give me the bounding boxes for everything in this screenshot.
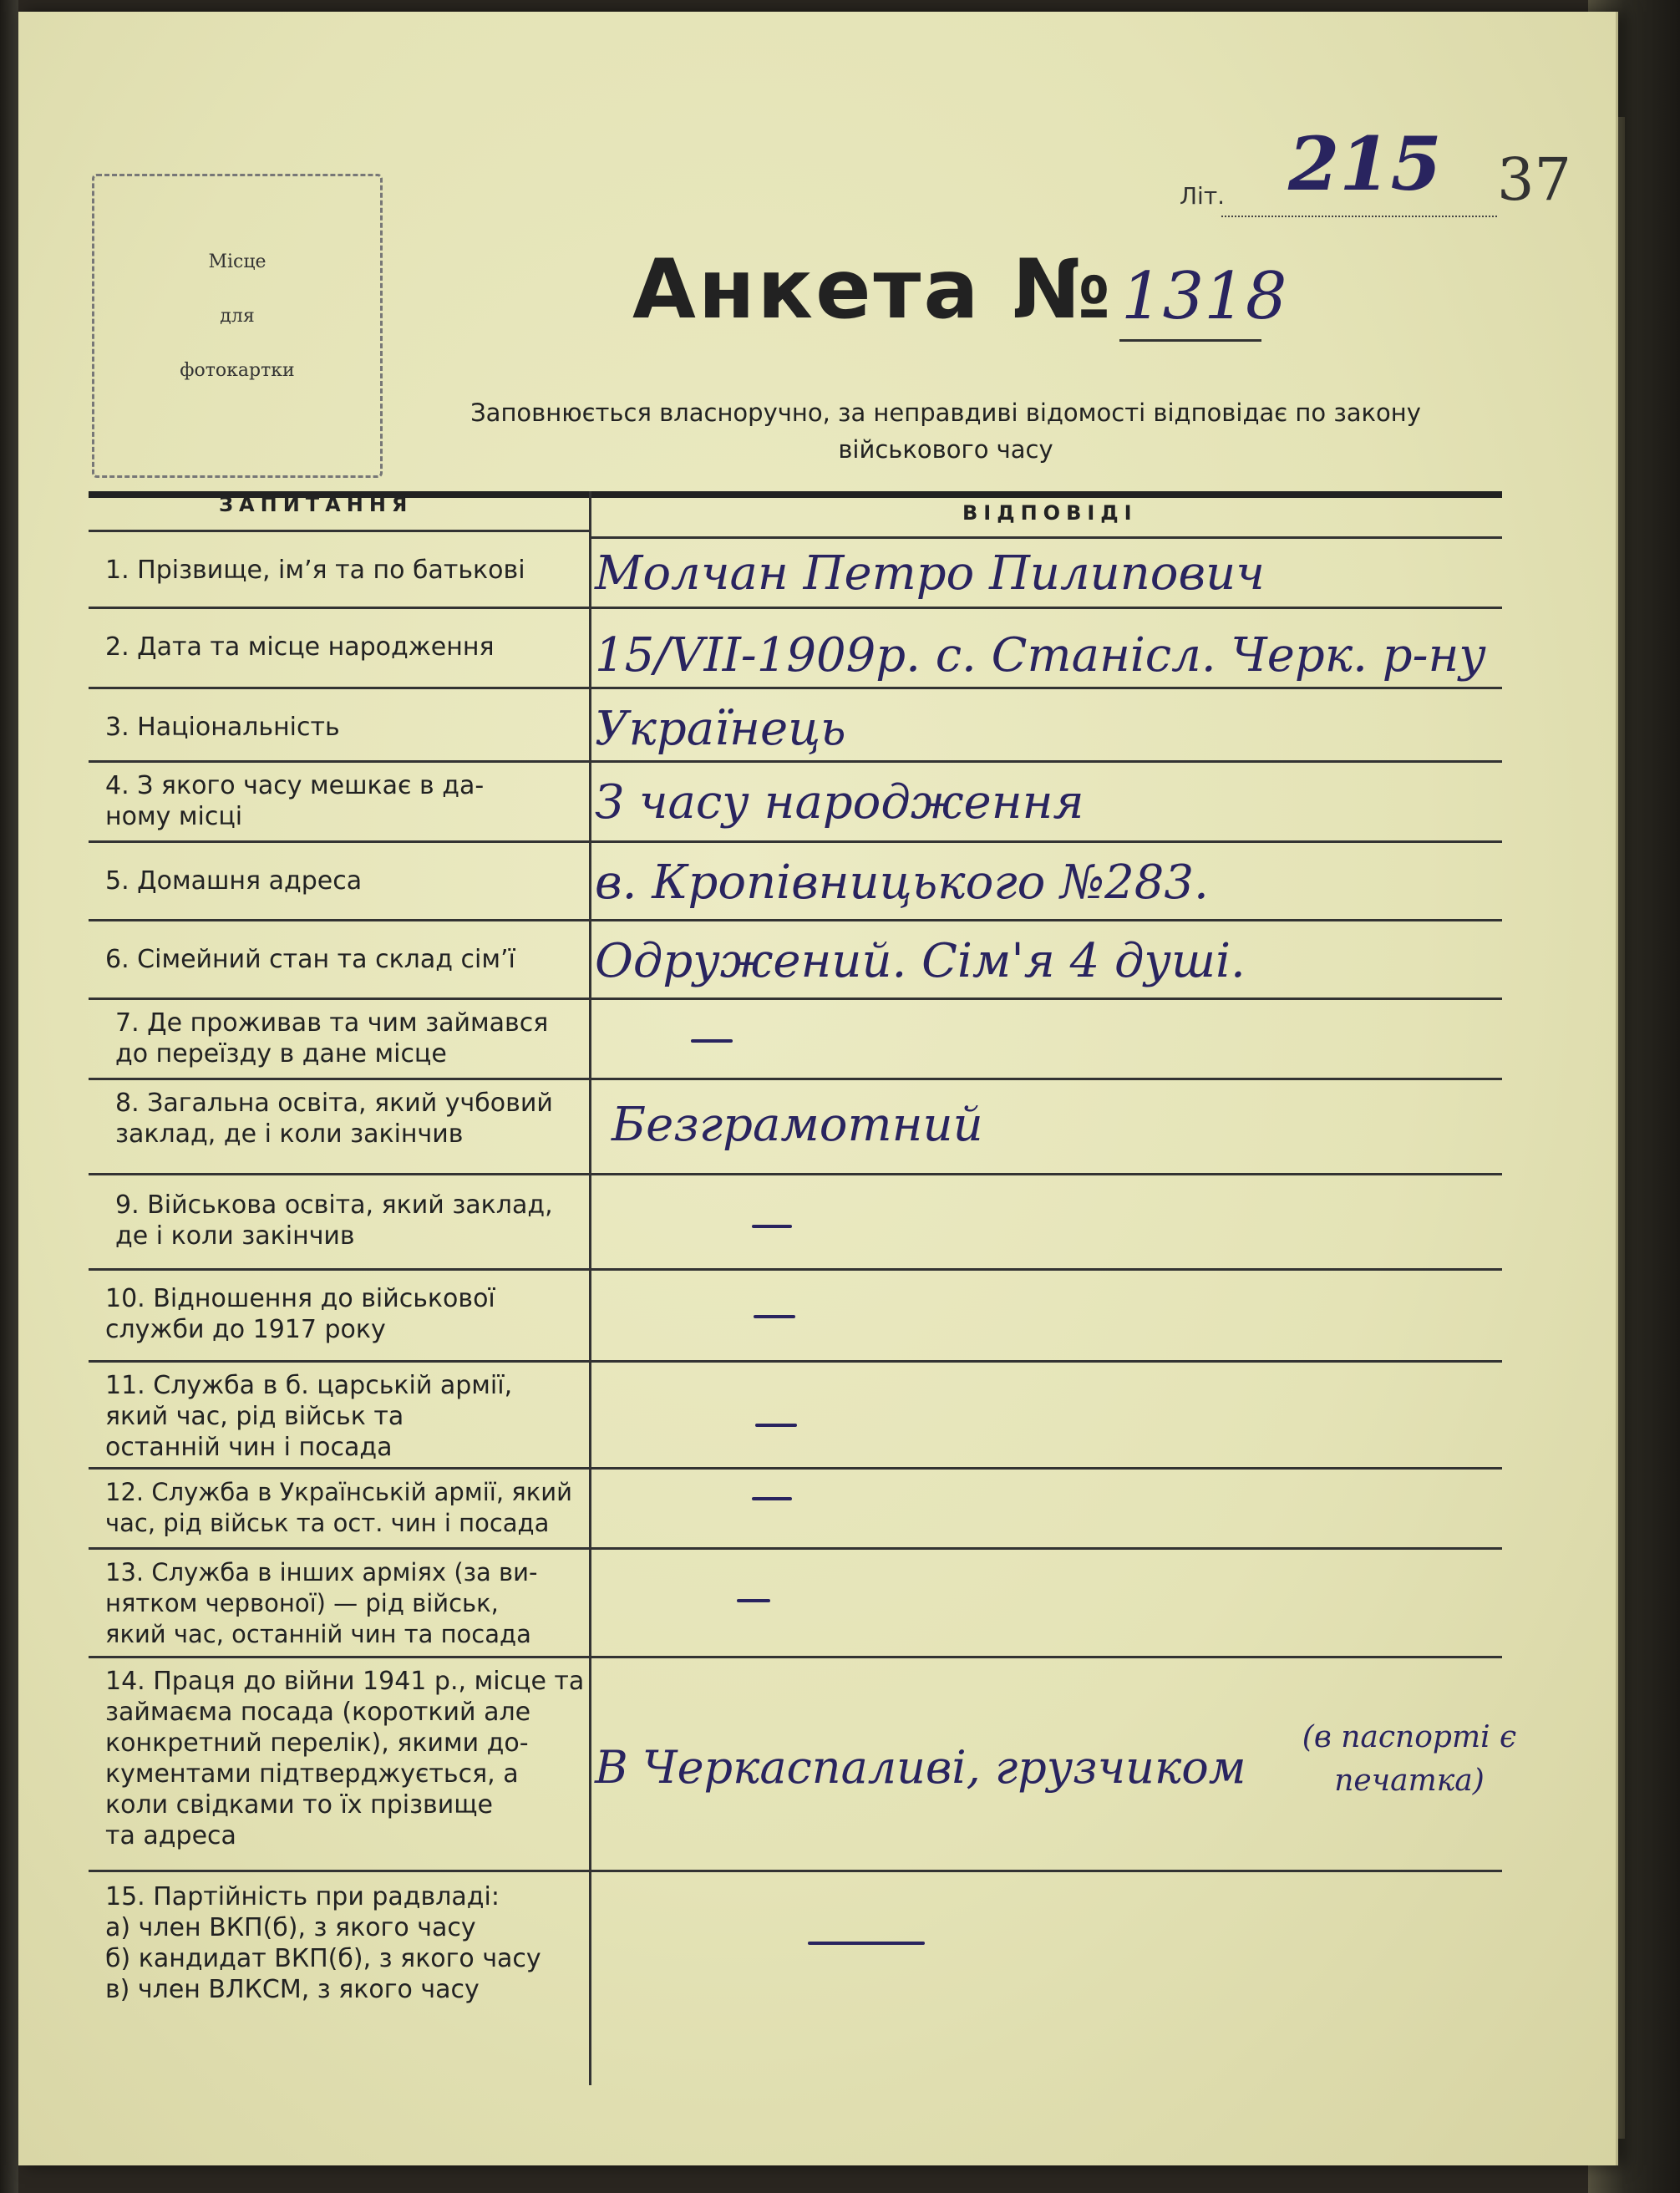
answer-dash-10 [754, 1315, 795, 1318]
book-binding-edge [0, 0, 18, 2193]
header-rule-left [89, 530, 590, 532]
table-row [89, 1173, 1502, 1271]
questionnaire-page [18, 12, 1618, 2165]
form-instruction: Заповнюється власноручно, за неправдиві відомості відповідає по закону військового часу [470, 398, 1421, 464]
answer-text: В Черкаспаливі, грузчиком [595, 1741, 1246, 1794]
answer-dash-13 [737, 1599, 770, 1602]
question-text: 4. З якого часу мешкає в да- ному місці [105, 771, 485, 831]
answer-dash-15 [808, 1942, 925, 1945]
table-row [89, 1870, 1502, 2003]
question-text: 2. Дата та місце народження [105, 632, 495, 662]
photo-label-3: фотокартки [180, 360, 295, 381]
question-text: 8. Загальна освіта, який учбовий заклад, де і коли закінчив [115, 1089, 553, 1149]
answer-text: Молчан Петро Пилипович [595, 546, 1265, 601]
lit-label: Літ. [1180, 182, 1226, 210]
photo-label-1: Місце [208, 251, 266, 272]
form-title: Анкета № [632, 242, 1114, 338]
question-text: 13. Служба в інших арміях (за ви- нятком червоної) — рід військ, який час, останній чин та посада [105, 1558, 538, 1648]
question-text: 12. Служба в Українській армії, який час, рід військ та ост. чин і посада [105, 1478, 572, 1537]
question-text: 7. Де проживав та чим займався до переїзду в дане місце [115, 1008, 549, 1069]
answer-text: З часу народження [595, 775, 1084, 830]
answer-text: 15/VII-1909р. с. Станісл. Черк. р-ну [595, 628, 1486, 683]
question-text: 1. Прізвище, ім’я та по батькові [105, 556, 525, 585]
table-row [89, 1547, 1502, 1658]
question-text: 3. Національність [105, 713, 340, 742]
photo-label-2: для [220, 306, 255, 327]
table-row [89, 998, 1502, 1080]
answer-dash-9 [752, 1225, 792, 1228]
question-text: 9. Військова освіта, який заклад, де і коли закінчив [115, 1190, 553, 1251]
table-row [89, 1467, 1502, 1550]
table-row [89, 1268, 1502, 1363]
form-number: 1318 [1121, 259, 1287, 334]
question-text: 14. Праця до війни 1941 р., місце та займаєма посада (короткий але конкретний перелік), якими до- кументами підтверджується, а коли свідками то їх прізвище та адреса [105, 1667, 585, 1850]
question-text: 6. Сімейний стан та склад сім’ї [105, 945, 515, 974]
answers-header: ВІДПОВІДІ [962, 501, 1138, 525]
answer-text: Безграмотний [612, 1098, 983, 1152]
answer-text: в. Кропівницького №283. [595, 855, 1209, 910]
form-number-underline [1119, 339, 1261, 342]
question-text: 5. Домашня адреса [105, 866, 363, 896]
question-text: 15. Партійність при радвладі: a) член ВКП(б), з якого часу б) кандидат ВКП(б), з якого часу в) член ВЛКСМ, з якого часу [105, 1882, 541, 2004]
question-text: 10. Відношення до військової служби до 1917 року [105, 1284, 495, 1344]
lit-value: 215 [1288, 120, 1442, 207]
questions-header: ЗАПИТАННЯ [219, 493, 414, 516]
answer-dash-11 [755, 1424, 797, 1427]
answer-dash-12 [752, 1497, 792, 1500]
answer-note: (в паспорті є печатка) [1302, 1720, 1517, 1798]
question-text: 11. Служба в б. царській армії, який час, рід військ та останній чин і посада [105, 1371, 513, 1462]
answer-dash-7 [691, 1039, 733, 1043]
photo-placeholder-box [92, 174, 383, 478]
page-number: 37 [1497, 145, 1572, 214]
answer-text: Одружений. Сім'я 4 душі. [595, 934, 1246, 988]
table-row [89, 1360, 1502, 1470]
answer-text: Українець [595, 702, 846, 756]
lit-underline [1221, 216, 1497, 217]
